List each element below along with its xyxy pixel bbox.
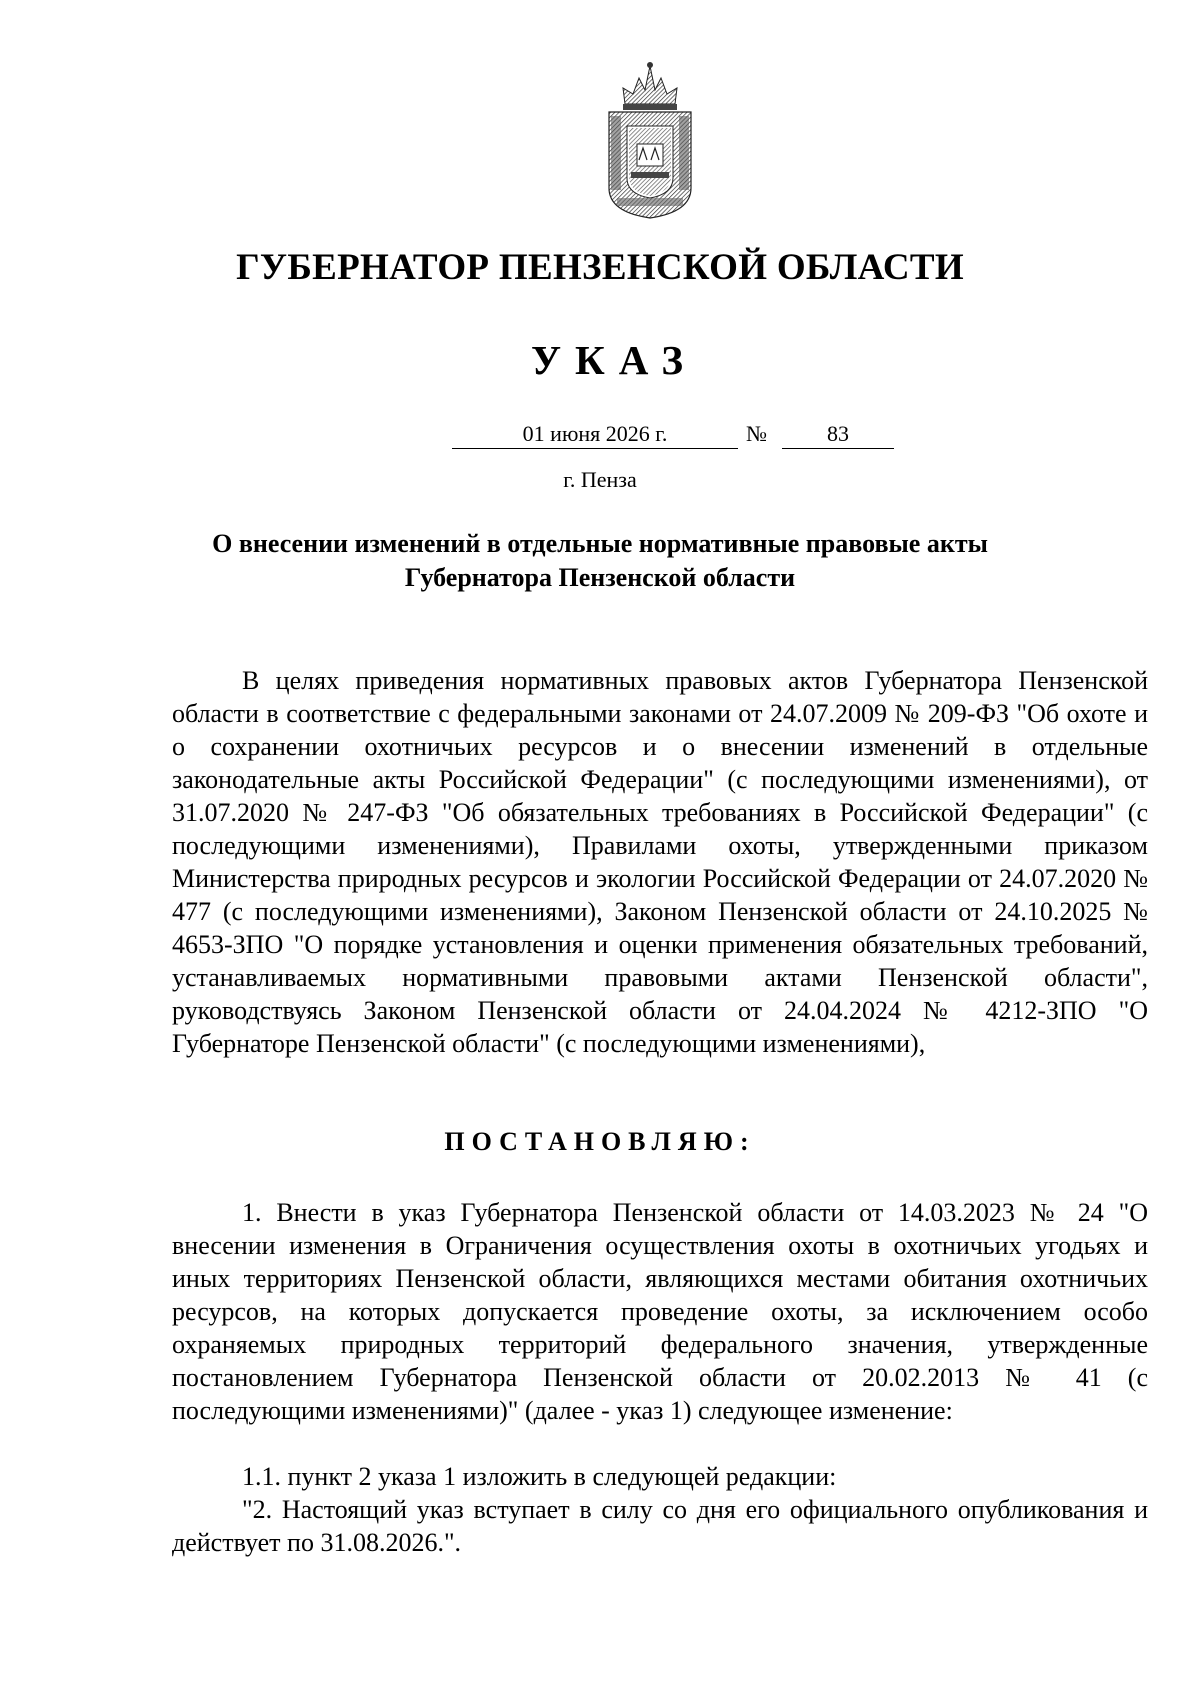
document-type: УКАЗ bbox=[530, 337, 698, 383]
coat-of-arms-icon bbox=[603, 60, 697, 220]
item-2-quote-paragraph: "2. Настоящий указ вступает в силу со дня его официального опубликования и действует по 31.08.2026.". bbox=[172, 1495, 1148, 1557]
document-date: 01 июня 2026 г. bbox=[452, 420, 738, 449]
item-1-1-paragraph: 1.1. пункт 2 указа 1 изложить в следующей редакции: bbox=[242, 1462, 837, 1491]
decree-word: ПОСТАНОВЛЯЮ: bbox=[444, 1127, 756, 1156]
document-title: О внесении изменений в отдельные нормативные правовые акты Губернатора Пензенской области bbox=[212, 529, 988, 592]
document-city: г. Пенза bbox=[563, 467, 637, 492]
preamble-paragraph: В целях приведения нормативных правовых актов Губернатора Пензенской области в соответствие с федеральными законами от 24.07.2009 № 209-ФЗ "Об охоте и о сохранении охотничьих ресурсов и о внесении изменений в отдельные законодательные акты Российской Федерации" (с последующими изменениями), от 31.07.2020 № 247-ФЗ "Об обязательных требованиях в Российской Федерации" (с последующими изменениями), Правилами охоты, утвержденными приказом Министерства природных ресурсов и экологии Российской Федерации от 24.07.2020 № 477 (с последующими изменениями), Законом Пензенской области от 24.10.2025 № 4653-ЗПО "О порядке установления и оценки применения обязательных требований, устанавливаемых нормативными правовыми актами Пензенской области", руководствуясь Законом Пензенской области от 24.04.2024 № 4212-ЗПО "О Губернаторе Пензенской области" (с последующими изменениями), bbox=[172, 666, 1148, 1058]
issuing-authority: ГУБЕРНАТОР ПЕНЗЕНСКОЙ ОБЛАСТИ bbox=[236, 247, 964, 288]
date-number-line bbox=[0, 420, 1200, 454]
item-1-paragraph: 1. Внести в указ Губернатора Пензенской области от 14.03.2023 № 24 "О внесении изменения в Ограничения осуществления охоты в охотничьих угодьях и иных территориях Пензенской области, являющихся местами обитания охотничьих ресурсов, на которых допускается проведение охоты, за исключением особо охраняемых природных территорий федерального значения, утвержденные постановлением Губернатора Пензенской области от 20.02.2013 № 41 (с последующими изменениями)" (далее - указ 1) следующее изменение: bbox=[172, 1198, 1148, 1425]
number-sign: № bbox=[746, 421, 767, 446]
document-number: 83 bbox=[782, 420, 894, 449]
